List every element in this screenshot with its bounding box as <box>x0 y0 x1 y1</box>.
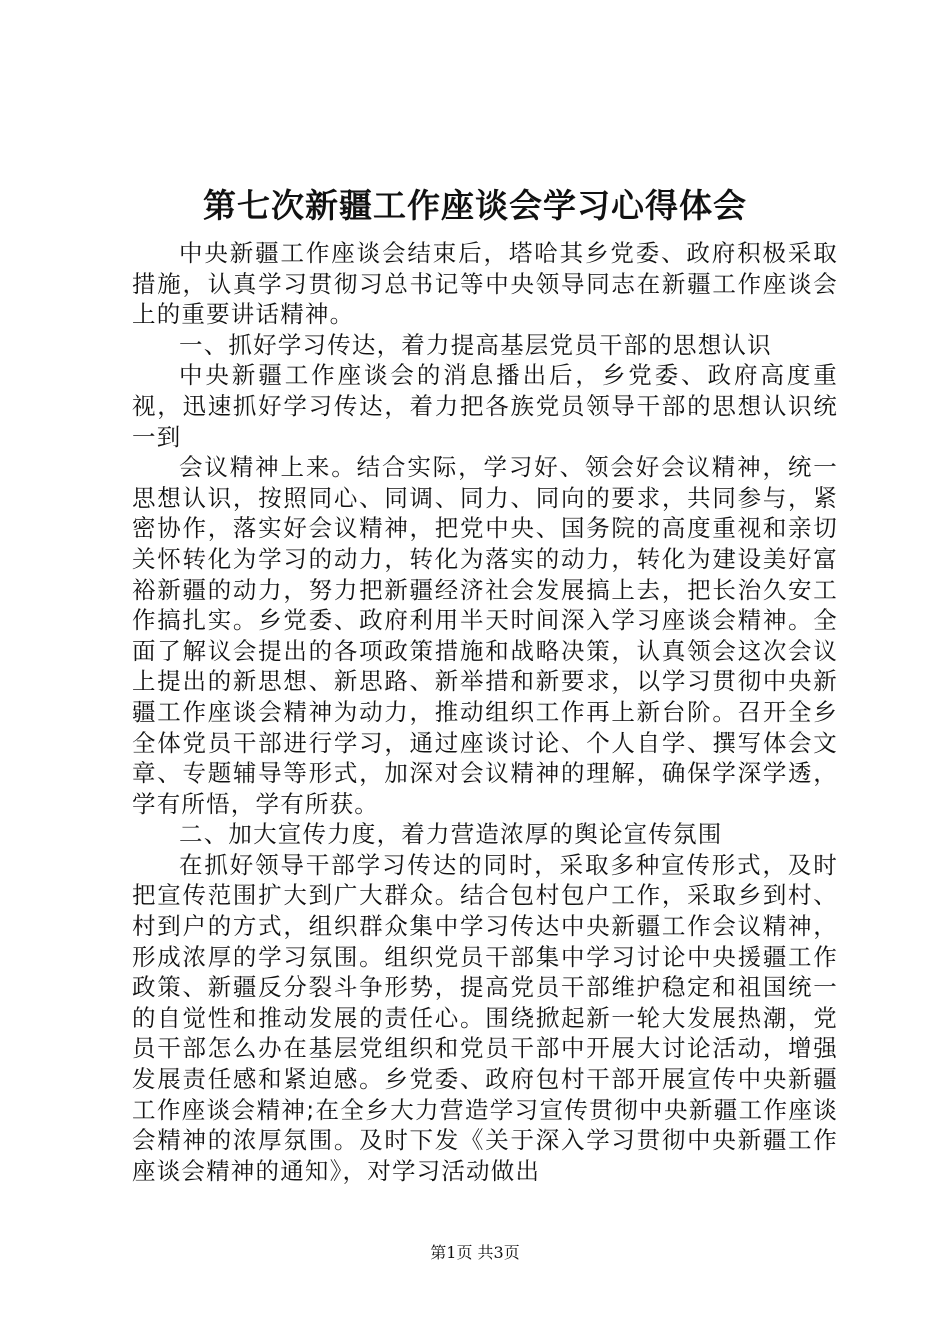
paragraph-section2-a: 在抓好领导干部学习传达的同时，采取多种宣传形式，及时把宣传范围扩大到广大群众。结合包村包户工作，采取乡到村、村到户的方式，组织群众集中学习传达中央新疆工作会议精神，形成浓厚的学习氛围。组织党员干部集中学习讨论中央援疆工作政策、新疆反分裂斗争形势，提高党员干部维护稳定和祖国统一的自觉性和推动发展的责任心。围绕掀起新一轮大发展热潮，党员干部怎么办在基层党组织和党员干部中开展大讨论活动，增强发展责任感和紧迫感。乡党委、政府包村干部开展宣传中央新疆工作座谈会精神;在全乡大力营造学习宣传贯彻中央新疆工作座谈会精神的浓厚氛围。及时下发《关于深入学习贯彻中央新疆工作座谈会精神的通知》，对学习活动做出 <box>132 850 838 1185</box>
paragraph-section1-a: 中央新疆工作座谈会的消息播出后，乡党委、政府高度重视，迅速抓好学习传达，着力把各族党员领导干部的思想认识统一到 <box>132 361 838 451</box>
section-heading-2: 二、加大宣传力度，着力营造浓厚的舆论宣传氛围 <box>179 820 723 849</box>
section-heading-1: 一、抓好学习传达，着力提高基层党员干部的思想认识 <box>179 330 772 359</box>
document-title: 第七次新疆工作座谈会学习心得体会 <box>203 186 747 225</box>
paragraph-intro: 中央新疆工作座谈会结束后，塔哈其乡党委、政府积极采取措施，认真学习贯彻习总书记等中央领导同志在新疆工作座谈会上的重要讲话精神。 <box>132 239 838 329</box>
document-body <box>132 238 838 1186</box>
paragraph-section1-b: 会议精神上来。结合实际，学习好、领会好会议精神，统一思想认识，按照同心、同调、同力、同向的要求，共同参与，紧密协作，落实好会议精神，把党中央、国务院的高度重视和亲切关怀转化为学习的动力，转化为落实的动力，转化为建设美好富裕新疆的动力，努力把新疆经济社会发展搞上去，把长治久安工作搞扎实。乡党委、政府利用半天时间深入学习座谈会精神。全面了解议会提出的各项政策措施和战略决策，认真领会这次会议上提出的新思想、新思路、新举措和新要求，以学习贯彻中央新疆工作座谈会精神为动力，推动组织工作再上新台阶。召开全乡全体党员干部进行学习，通过座谈讨论、个人自学、撰写体会文章、专题辅导等形式，加深对会议精神的理解，确保学深学透，学有所悟，学有所获。 <box>132 453 838 818</box>
page-number-footer: 第1页 共3页 <box>430 1243 520 1262</box>
